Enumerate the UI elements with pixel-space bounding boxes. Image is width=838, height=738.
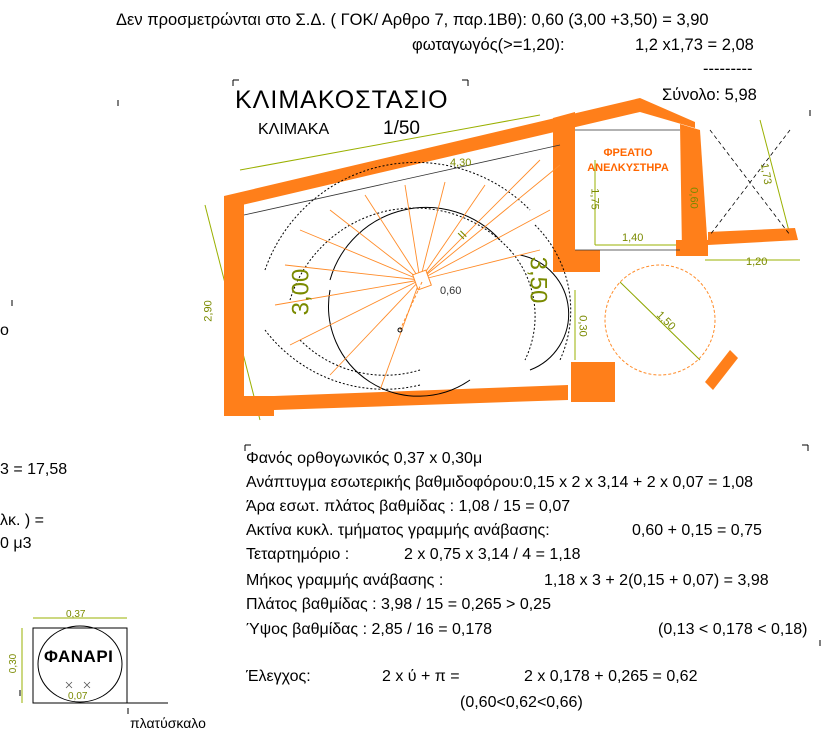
- shaft-label-2: ΑΝΕΛΚΥΣΤΗΡΑ: [587, 162, 669, 174]
- header-total: Σύνολο: 5,98: [662, 86, 757, 104]
- dim-light-w: 1,20: [746, 256, 768, 268]
- calc-3: Άρα εσωτ. πλάτος βαθμίδας : 1,08 / 15 = 0,07: [246, 498, 571, 515]
- dim-shaft-w: 1,40: [622, 232, 644, 244]
- calc-6-label: Μήκος γραμμής ανάβασης :: [246, 572, 444, 589]
- header-line-1: Δεν προσμετρώνται στο Σ.Δ. ( ΓΟΚ/ Αρθρο 7, παρ.1Βθ): 0,60 (3,00 +3,50) = 3,90: [116, 11, 709, 29]
- calc-5-label: Τεταρτημόριο :: [246, 546, 350, 563]
- left-fragment-1: ο: [0, 322, 9, 339]
- dim-mark: II: [455, 227, 470, 243]
- dim-shaft-inner: 0,60: [687, 187, 700, 209]
- left-fragment-2: 3 = 17,58: [0, 461, 68, 478]
- check-label: Έλεγχος:: [246, 668, 311, 685]
- lantern-dim-bottom: 0,07: [68, 691, 88, 702]
- check-formula: 2 x ύ + π =: [382, 668, 460, 685]
- dim-small: 0,30: [576, 315, 589, 337]
- dim-shaft-h: 1,75: [588, 188, 601, 210]
- lantern-dim-side: 0,30: [8, 653, 20, 674]
- lantern-label: ΦΑΝΑΡΙ: [44, 647, 114, 666]
- lantern-crosses: [66, 682, 90, 688]
- calc-4-value: 0,60 + 0,15 = 0,75: [632, 522, 762, 539]
- calc-8-value: (0,13 < 0,178 < 0,18): [658, 621, 808, 638]
- dim-circle: 1,50: [653, 309, 678, 333]
- header-divider: ---------: [703, 60, 753, 78]
- shaft-label-1: ΦΡΕΑΤΙΟ: [603, 147, 653, 159]
- calc-2: Ανάπτυγμα εσωτερικής βαθμιδοφόρου:0,15 x 2 x 3,14 + 2 x 0,07 = 1,08: [246, 474, 753, 491]
- calc-4-label: Ακτίνα κυκλ. τμήματος γραμμής ανάβασης:: [246, 522, 550, 539]
- dim-radius: 0,60: [440, 285, 462, 297]
- dim-arc-right: 3,50: [524, 256, 552, 304]
- header-line-2-value: 1,2 x1,73 = 2,08: [635, 36, 754, 54]
- scale-label: ΚΛΙΜΑΚΑ: [258, 121, 330, 138]
- dim-left: 2,90: [202, 300, 215, 322]
- calc-5-value: 2 x 0,75 x 3,14 / 4 = 1,18: [404, 546, 581, 563]
- left-fragment-3: λκ. ) =: [0, 512, 45, 529]
- scale-value: 1/50: [383, 118, 420, 139]
- calc-7: Πλάτος βαθμίδας : 3,98 / 15 = 0,265 > 0,25: [246, 596, 551, 613]
- dim-light-h: 1,73: [757, 162, 774, 186]
- dim-arc-left: 3,00: [287, 268, 315, 316]
- light-well-cross: [710, 130, 790, 235]
- calc-8-label: Ύψος βαθμίδας : 2,85 / 16 = 0,178: [246, 621, 493, 638]
- lantern-dim-top: 0,37: [66, 609, 86, 620]
- check-result: 2 x 0,178 + 0,265 = 0,62: [524, 668, 698, 685]
- left-fragment-4: 0 μ3: [0, 535, 32, 552]
- dim-top: 4,30: [450, 157, 472, 169]
- landing-label: πλατύσκαλο: [130, 715, 206, 731]
- calc-6-value: 1,18 x 3 + 2(0,15 + 0,07) = 3,98: [544, 572, 769, 589]
- plan-title: ΚΛΙΜΑΚΟΣΤΑΣΙΟ: [235, 86, 449, 114]
- header-line-2-label: φωταγωγός(>=1,20):: [412, 36, 565, 54]
- check-range: (0,60<0,62<0,66): [460, 694, 583, 711]
- dimension-lines: [202, 115, 800, 420]
- calc-1: Φανός ορθογωνικός 0,37 x 0,30μ: [246, 450, 483, 467]
